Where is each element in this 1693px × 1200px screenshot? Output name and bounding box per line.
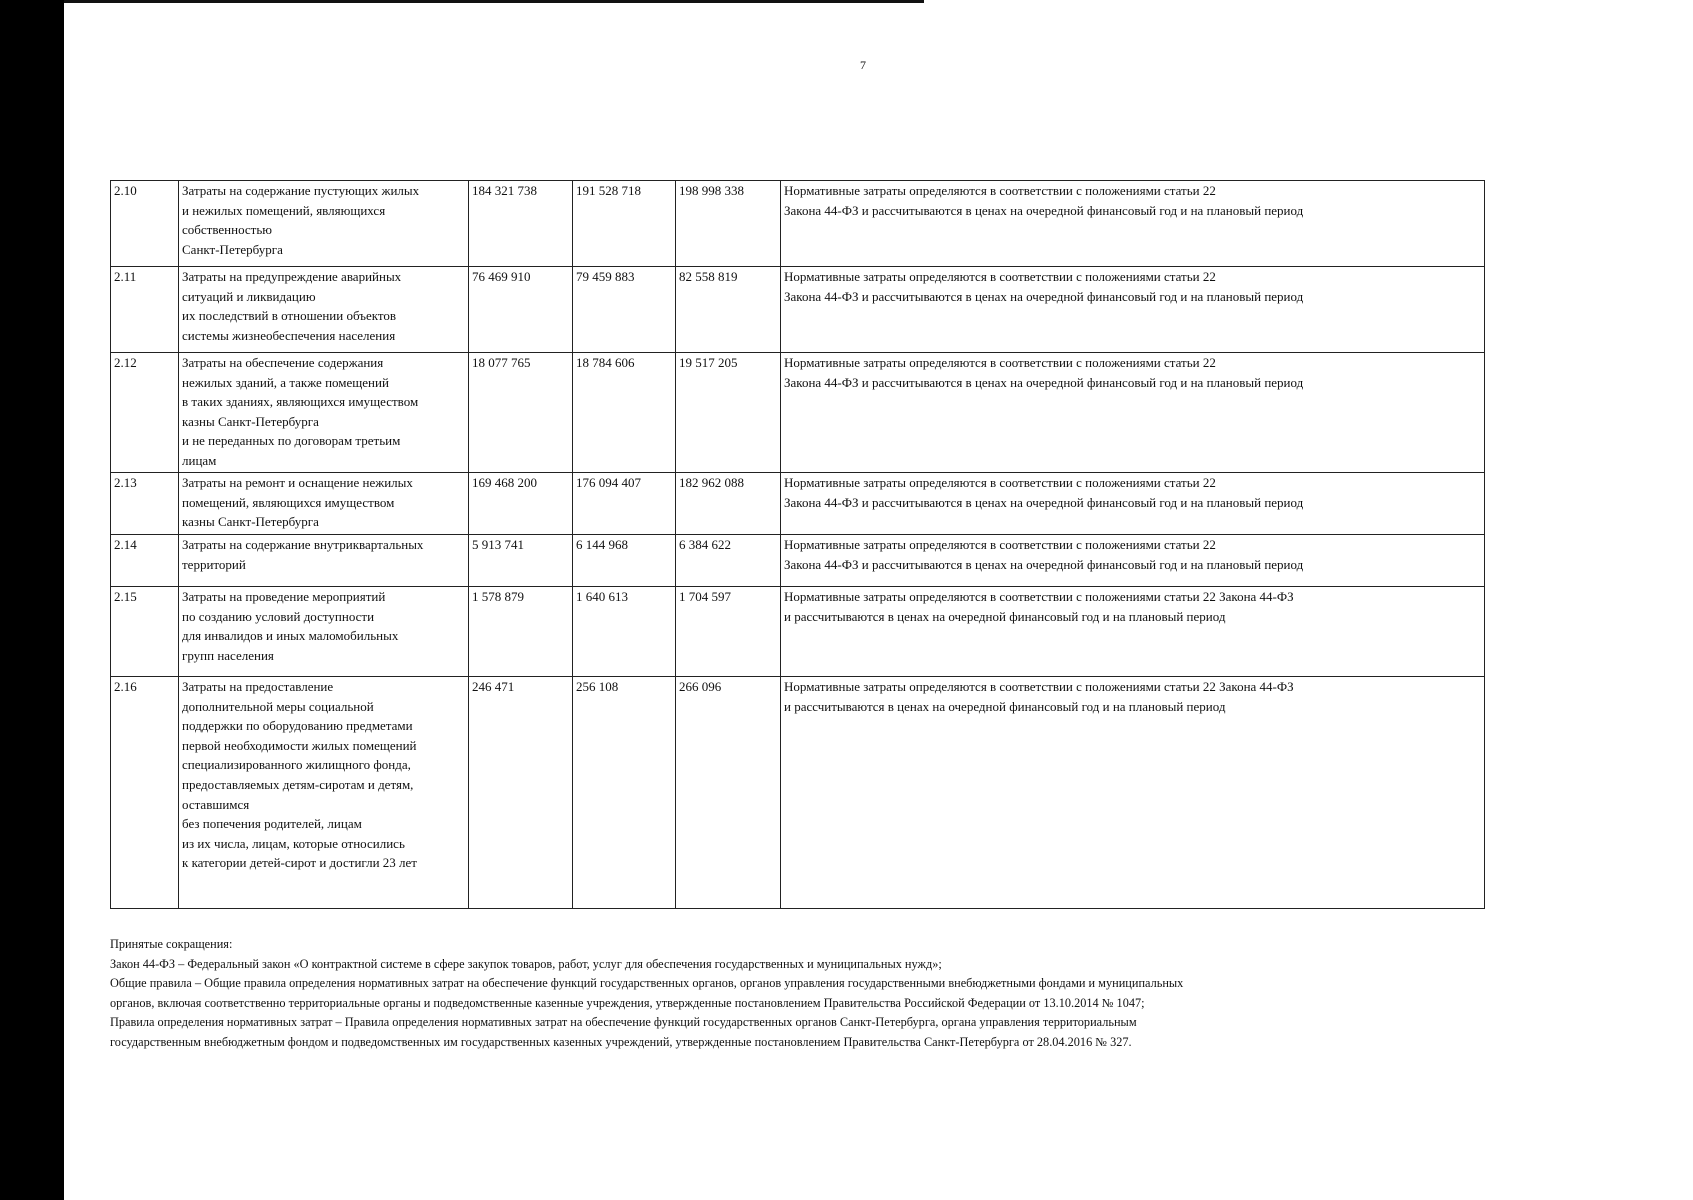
abbreviation-line: Общие правила – Общие правила определения нормативных затрат на обеспечение функций государственных органов, органов управления государственными внебюджетными фондами и муниципальных	[110, 976, 1184, 990]
row-value-1: 246 471	[469, 677, 573, 909]
row-name: Затраты на содержание внутриквартальных территорий	[179, 535, 469, 587]
row-name: Затраты на проведение мероприятий по созданию условий доступности для инвалидов и иных маломобильных групп населения	[179, 587, 469, 677]
row-value-3: 82 558 819	[676, 267, 781, 353]
row-code: 2.10	[111, 181, 179, 267]
table-row	[111, 473, 1485, 535]
row-name: Затраты на обеспечение содержания нежилых зданий, а также помещений в таких зданиях, являющихся имуществом казны Санкт-Петербурга и не переданных по договорам третьим лицам	[179, 353, 469, 473]
abbreviations-block	[110, 935, 1490, 1052]
row-value-3: 6 384 622	[676, 535, 781, 587]
row-value-2: 1 640 613	[573, 587, 676, 677]
row-value-3: 266 096	[676, 677, 781, 909]
abbreviation-line: органов, включая соответственно территориальные органы и подведомственные казенные учреждения, утвержденные постановлением Правительства Российской Федерации от 13.10.2014 № 1047;	[110, 995, 1145, 1010]
abbreviation-line: государственным внебюджетным фондом и подведомственных им государственных казенных учреждений, утвержденные постановлением Правительства Санкт-Петербурга от 28.04.2016 № 327.	[110, 1034, 1132, 1049]
row-value-2: 79 459 883	[573, 267, 676, 353]
row-value-1: 76 469 910	[469, 267, 573, 353]
row-code: 2.14	[111, 535, 179, 587]
row-value-2: 191 528 718	[573, 181, 676, 267]
row-value-1: 184 321 738	[469, 181, 573, 267]
table-row	[111, 181, 1485, 267]
table-row	[111, 267, 1485, 353]
row-code: 2.11	[111, 267, 179, 353]
table-row	[111, 587, 1485, 677]
row-note: Нормативные затраты определяются в соответствии с положениями статьи 22 Закона 44-ФЗ и рассчитываются в ценах на очередной финансовый год и на плановый период	[781, 677, 1485, 909]
row-value-2: 18 784 606	[573, 353, 676, 473]
row-value-3: 182 962 088	[676, 473, 781, 535]
row-value-3: 198 998 338	[676, 181, 781, 267]
top-rule	[64, 0, 924, 3]
row-value-1: 5 913 741	[469, 535, 573, 587]
row-code: 2.15	[111, 587, 179, 677]
row-value-1: 1 578 879	[469, 587, 573, 677]
row-value-1: 18 077 765	[469, 353, 573, 473]
row-value-3: 1 704 597	[676, 587, 781, 677]
row-value-2: 176 094 407	[573, 473, 676, 535]
row-note: Нормативные затраты определяются в соответствии с положениями статьи 22 Закона 44-ФЗ и рассчитываются в ценах на очередной финансовый год и на плановый период	[781, 181, 1485, 267]
row-code: 2.16	[111, 677, 179, 909]
costs-table	[110, 180, 1485, 909]
row-note: Нормативные затраты определяются в соответствии с положениями статьи 22 Закона 44-ФЗ и рассчитываются в ценах на очередной финансовый год и на плановый период	[781, 267, 1485, 353]
row-name: Затраты на содержание пустующих жилых и нежилых помещений, являющихся собственностью Санкт-Петербурга	[179, 181, 469, 267]
row-value-2: 256 108	[573, 677, 676, 909]
row-note: Нормативные затраты определяются в соответствии с положениями статьи 22 Закона 44-ФЗ и рассчитываются в ценах на очередной финансовый год и на плановый период	[781, 473, 1485, 535]
row-code: 2.13	[111, 473, 179, 535]
row-name: Затраты на предупреждение аварийных ситуаций и ликвидацию их последствий в отношении объектов системы жизнеобеспечения населения	[179, 267, 469, 353]
table-row	[111, 535, 1485, 587]
row-note: Нормативные затраты определяются в соответствии с положениями статьи 22 Закона 44-ФЗ и рассчитываются в ценах на очередной финансовый год и на плановый период	[781, 587, 1485, 677]
row-value-3: 19 517 205	[676, 353, 781, 473]
row-name: Затраты на ремонт и оснащение нежилых помещений, являющихся имуществом казны Санкт-Петербурга	[179, 473, 469, 535]
table-row	[111, 677, 1485, 909]
abbreviation-line: Закон 44-ФЗ – Федеральный закон «О контрактной системе в сфере закупок товаров, работ, услуг для обеспечения государственных и муниципальных нужд»;	[110, 956, 942, 971]
row-note: Нормативные затраты определяются в соответствии с положениями статьи 22 Закона 44-ФЗ и рассчитываются в ценах на очередной финансовый год и на плановый период	[781, 353, 1485, 473]
page-number: 7	[860, 58, 866, 72]
row-value-1: 169 468 200	[469, 473, 573, 535]
abbreviation-line: Правила определения нормативных затрат – Правила определения нормативных затрат на обеспечение функций государственных органов Санкт-Петербурга, органа управления территориальным	[110, 1015, 1137, 1029]
row-name: Затраты на предоставление дополнительной меры социальной поддержки по оборудованию предметами первой необходимости жилых помещений специализированного жилищного фонда, предоставляемых детям-сиротам и детям, оставшимся без попечения родителей, лицам из их числа, лицам, которые относились к категории детей-сирот и достигли 23 лет	[179, 677, 469, 909]
abbreviations-heading: Принятые сокращения:	[110, 937, 233, 951]
row-code: 2.12	[111, 353, 179, 473]
row-note: Нормативные затраты определяются в соответствии с положениями статьи 22 Закона 44-ФЗ и рассчитываются в ценах на очередной финансовый год и на плановый период	[781, 535, 1485, 587]
table-row	[111, 353, 1485, 473]
row-value-2: 6 144 968	[573, 535, 676, 587]
scan-edge-bar	[0, 0, 64, 1200]
